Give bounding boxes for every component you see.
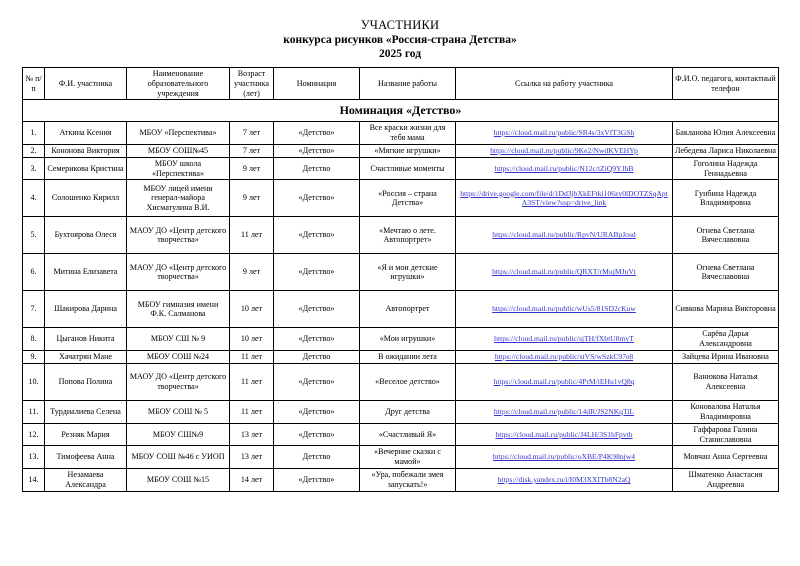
cell-age: 10 лет bbox=[230, 328, 274, 351]
table-row bbox=[23, 180, 779, 217]
work-link[interactable]: https://cloud.mail.ru/public/oXBE/P4K98njw4 bbox=[492, 452, 636, 462]
cell-work-title: «Мечтаю о лете. Автопортрет» bbox=[360, 217, 456, 254]
cell-work-link bbox=[456, 254, 673, 291]
column-header-teacher: Ф.И.О. педагога, контактный телефон bbox=[673, 67, 779, 100]
document-title-block bbox=[22, 18, 778, 62]
cell-age: 13 лет bbox=[230, 446, 274, 469]
cell-age: 11 лет bbox=[230, 217, 274, 254]
cell-work-title: Друг детства bbox=[360, 400, 456, 423]
cell-participant-name: Попова Полина bbox=[45, 363, 127, 400]
cell-number: 4. bbox=[23, 180, 45, 217]
cell-work-link bbox=[456, 469, 673, 492]
cell-age: 9 лет bbox=[230, 254, 274, 291]
cell-age: 14 лет bbox=[230, 469, 274, 492]
participants-table bbox=[22, 67, 779, 492]
cell-teacher: Сивкова Марина Викторовна bbox=[673, 291, 779, 328]
cell-teacher: Огнева Светлана Вячеславовна bbox=[673, 217, 779, 254]
cell-teacher: Зайцева Ирина Ивановна bbox=[673, 351, 779, 364]
cell-participant-name: Семерикова Кристина bbox=[45, 157, 127, 180]
work-link[interactable]: https://cloud.mail.ru/public/J4LH/3S1hFpvth bbox=[495, 429, 633, 439]
cell-institution: МБОУ СШ№9 bbox=[127, 423, 230, 446]
cell-work-link bbox=[456, 363, 673, 400]
cell-teacher: Гаффарова Галина Станиславовна bbox=[673, 423, 779, 446]
cell-participant-name: Незамаева Александра bbox=[45, 469, 127, 492]
cell-work-link bbox=[456, 423, 673, 446]
cell-work-link bbox=[456, 180, 673, 217]
cell-institution: МАОУ ДО «Центр детского творчества» bbox=[127, 363, 230, 400]
cell-teacher: Гоголина Надежда Геннадьевна bbox=[673, 157, 779, 180]
cell-nomination: «Детство» bbox=[274, 217, 360, 254]
cell-work-link bbox=[456, 351, 673, 364]
column-header-participant-name: Ф.И. участника bbox=[45, 67, 127, 100]
cell-participant-name: Цыганов Никита bbox=[45, 328, 127, 351]
table-row bbox=[23, 363, 779, 400]
cell-participant-name: Аткина Ксения bbox=[45, 122, 127, 145]
work-link[interactable]: https://cloud.mail.ru/public/wUs5/81SD2cKuw bbox=[492, 304, 636, 314]
page-year: 2025 год bbox=[378, 48, 422, 61]
table-row bbox=[23, 400, 779, 423]
table-body bbox=[23, 100, 779, 491]
work-link[interactable]: https://cloud.mail.ru/public/14dR/JS2NKqTiL bbox=[493, 406, 635, 416]
cell-participant-name: Резняк Мария bbox=[45, 423, 127, 446]
cell-number: 9. bbox=[23, 351, 45, 364]
cell-age: 9 лет bbox=[230, 157, 274, 180]
cell-institution: МБОУ «Перспектива» bbox=[127, 122, 230, 145]
cell-number: 8. bbox=[23, 328, 45, 351]
cell-teacher: Коновалова Наталья Владимировна bbox=[673, 400, 779, 423]
table-header bbox=[23, 67, 779, 100]
table-row bbox=[23, 254, 779, 291]
cell-teacher: Шматенко Анастасия Андреевна bbox=[673, 469, 779, 492]
cell-age: 11 лет bbox=[230, 400, 274, 423]
cell-number: 5. bbox=[23, 217, 45, 254]
cell-nomination: «Детство» bbox=[274, 400, 360, 423]
cell-nomination: Детство bbox=[274, 446, 360, 469]
cell-nomination: «Детство» bbox=[274, 291, 360, 328]
section-title: Номинация «Детство» bbox=[23, 100, 779, 122]
cell-institution: МБОУ лицей имени генерал-майора Хисматулина В.И. bbox=[127, 180, 230, 217]
table-header-row bbox=[23, 67, 779, 100]
cell-work-title: Все краски жизни для тебя мама bbox=[360, 122, 456, 145]
cell-teacher: Мовчан Анна Сергеевна bbox=[673, 446, 779, 469]
work-link[interactable]: https://cloud.mail.ru/public/stVS/wSzkC97e8 bbox=[494, 352, 634, 362]
cell-work-link bbox=[456, 217, 673, 254]
cell-number: 2. bbox=[23, 144, 45, 157]
section-header-row bbox=[23, 100, 779, 122]
cell-institution: МАОУ ДО «Центр детского творчества» bbox=[127, 217, 230, 254]
cell-work-title: «Вечерние сказки с мамой» bbox=[360, 446, 456, 469]
cell-nomination: Детство bbox=[274, 351, 360, 364]
page-subtitle: конкурса рисунков «Россия-страна Детства» bbox=[283, 33, 517, 46]
table-row bbox=[23, 328, 779, 351]
column-header-age: Возраст участника (лет) bbox=[230, 67, 274, 100]
cell-work-link bbox=[456, 144, 673, 157]
cell-nomination: «Детство» bbox=[274, 180, 360, 217]
cell-work-title: «Мои игрушки» bbox=[360, 328, 456, 351]
column-header-number: № п/п bbox=[23, 67, 45, 100]
cell-work-title: Автопортрет bbox=[360, 291, 456, 328]
work-link[interactable]: https://cloud.mail.ru/public/9Ke2/NwdKVEHYp bbox=[490, 145, 638, 155]
cell-participant-name: Шакирова Дарина bbox=[45, 291, 127, 328]
cell-number: 7. bbox=[23, 291, 45, 328]
column-header-work-title: Название работы bbox=[360, 67, 456, 100]
cell-work-title: «Россия – страна Детства» bbox=[360, 180, 456, 217]
cell-age: 11 лет bbox=[230, 351, 274, 364]
cell-number: 1. bbox=[23, 122, 45, 145]
cell-participant-name: Солошенко Кирилл bbox=[45, 180, 127, 217]
cell-nomination: «Детство» bbox=[274, 328, 360, 351]
work-link[interactable]: https://cloud.mail.ru/public/SR4s/3xVfT3GSh bbox=[493, 128, 635, 137]
table-row bbox=[23, 291, 779, 328]
cell-number: 11. bbox=[23, 400, 45, 423]
cell-nomination: «Детство» bbox=[274, 423, 360, 446]
cell-work-title: В ожидании лета bbox=[360, 351, 456, 364]
cell-work-title: «Счастливый Я» bbox=[360, 423, 456, 446]
cell-number: 12. bbox=[23, 423, 45, 446]
work-link[interactable]: https://cloud.mail.ru/public/4PrM/iEHu1vQ8q bbox=[493, 377, 635, 387]
work-link[interactable]: https://cloud.mail.ru/public/RpvN/URABpJosd bbox=[492, 230, 636, 240]
cell-work-link bbox=[456, 400, 673, 423]
page-title: УЧАСТНИКИ bbox=[360, 18, 440, 32]
cell-age: 10 лет bbox=[230, 291, 274, 328]
cell-institution: МАОУ ДО «Центр детского творчества» bbox=[127, 254, 230, 291]
table-row bbox=[23, 217, 779, 254]
cell-teacher: Сарёва Дарья Александровна bbox=[673, 328, 779, 351]
cell-nomination: «Детство» bbox=[274, 144, 360, 157]
cell-age: 11 лет bbox=[230, 363, 274, 400]
cell-work-title: «Я и мои детские игрушки» bbox=[360, 254, 456, 291]
cell-work-title: «Ура, побежали змея запускать!» bbox=[360, 469, 456, 492]
cell-work-link bbox=[456, 291, 673, 328]
cell-work-link bbox=[456, 446, 673, 469]
cell-participant-name: Турдиалиева Селена bbox=[45, 400, 127, 423]
cell-nomination: «Детство» bbox=[274, 122, 360, 145]
table-row bbox=[23, 144, 779, 157]
cell-age: 7 лет bbox=[230, 144, 274, 157]
cell-institution: МБОУ СОШ №46 с УИОП bbox=[127, 446, 230, 469]
work-link[interactable]: https://cloud.mail.ru/public/N12c/tZiQ9YJhB bbox=[494, 163, 634, 173]
cell-teacher: Бакланова Юлия Алексеевна bbox=[673, 122, 779, 145]
cell-age: 7 лет bbox=[230, 122, 274, 145]
cell-participant-name: Тимофеева Анна bbox=[45, 446, 127, 469]
column-header-work-link: Ссылка на работу участника bbox=[456, 67, 673, 100]
cell-nomination: Детство bbox=[274, 157, 360, 180]
cell-nomination: «Детство» bbox=[274, 363, 360, 400]
cell-participant-name: Хачатрян Мане bbox=[45, 351, 127, 364]
cell-number: 3. bbox=[23, 157, 45, 180]
cell-number: 10. bbox=[23, 363, 45, 400]
column-header-institution: Наименование образовательного учреждения bbox=[127, 67, 230, 100]
cell-nomination: «Детство» bbox=[274, 469, 360, 492]
cell-participant-name: Митина Елизавета bbox=[45, 254, 127, 291]
cell-work-link bbox=[456, 328, 673, 351]
table-row bbox=[23, 469, 779, 492]
cell-teacher: Гунбина Надежда Владимировна bbox=[673, 180, 779, 217]
cell-work-title: Счастливые моменты bbox=[360, 157, 456, 180]
table-row bbox=[23, 122, 779, 145]
cell-work-link bbox=[456, 157, 673, 180]
cell-institution: МБОУ СОШ №24 bbox=[127, 351, 230, 364]
cell-institution: МБОУ СШ № 9 bbox=[127, 328, 230, 351]
table-row bbox=[23, 446, 779, 469]
table-row bbox=[23, 351, 779, 364]
cell-institution: МБОУ СОШ № 5 bbox=[127, 400, 230, 423]
cell-participant-name: Бухтоярова Олеся bbox=[45, 217, 127, 254]
table-row bbox=[23, 157, 779, 180]
cell-institution: МБОУ СОШ№45 bbox=[127, 144, 230, 157]
cell-work-title: «Веселое детство» bbox=[360, 363, 456, 400]
work-link[interactable]: https://drive.google.com/file/d/1Dd3jbXkEFtki106zv0lDOTZSqAptA3ST/view?usp=drive_link bbox=[460, 188, 668, 208]
table-row bbox=[23, 423, 779, 446]
cell-institution: МБОУ гимназия имени Ф.К. Салманова bbox=[127, 291, 230, 328]
cell-teacher: Ванюкова Наталья Алексеевна bbox=[673, 363, 779, 400]
cell-number: 13. bbox=[23, 446, 45, 469]
work-link[interactable]: https://cloud.mail.ru/public/sjTH/fXbtU8myT bbox=[494, 334, 634, 344]
work-link[interactable]: https://cloud.mail.ru/public/QRXT/rMujMJuVt bbox=[492, 267, 636, 277]
cell-participant-name: Кононова Виктория bbox=[45, 144, 127, 157]
cell-number: 6. bbox=[23, 254, 45, 291]
cell-work-title: «Мягкие игрушки» bbox=[360, 144, 456, 157]
work-link[interactable]: https://disk.yandex.ru/i/I0M3XXITb8N2aQ bbox=[497, 475, 631, 485]
cell-work-link bbox=[456, 122, 673, 145]
cell-teacher: Лебедева Лариса Николаевна bbox=[673, 144, 779, 157]
cell-teacher: Огнева Светлана Вячеславовна bbox=[673, 254, 779, 291]
cell-age: 9 лет bbox=[230, 180, 274, 217]
cell-institution: МБОУ СОШ №15 bbox=[127, 469, 230, 492]
cell-number: 14. bbox=[23, 469, 45, 492]
column-header-nomination: Номинация bbox=[274, 67, 360, 100]
cell-age: 13 лет bbox=[230, 423, 274, 446]
cell-nomination: «Детство» bbox=[274, 254, 360, 291]
cell-institution: МБОУ школа «Перспектива» bbox=[127, 157, 230, 180]
